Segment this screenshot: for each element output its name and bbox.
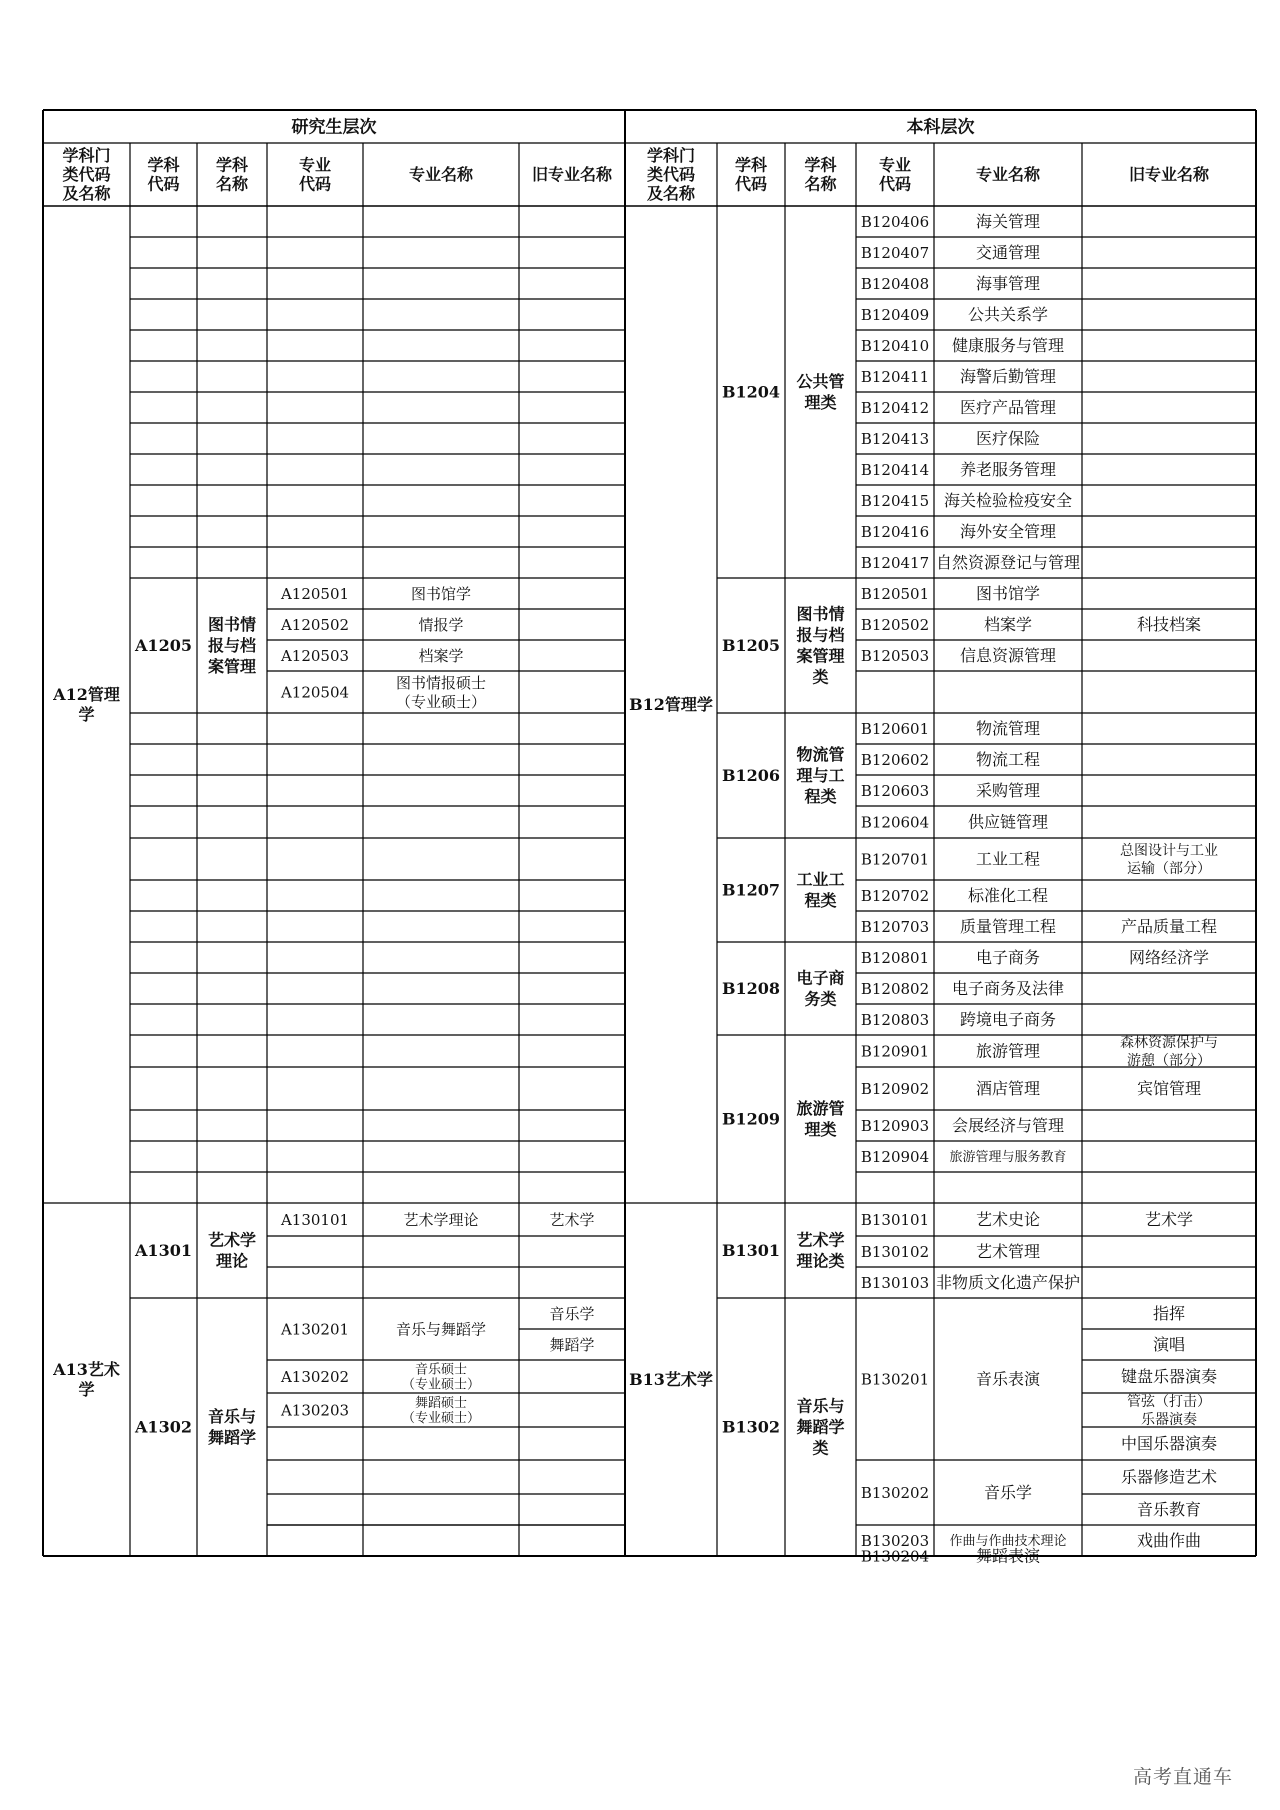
ug-old-name: 总图设计与工业运输（部分） — [1120, 842, 1218, 877]
ug-major-code: B120412 — [860, 398, 930, 417]
ug-major-code: B120701 — [860, 850, 930, 869]
ug-major-name: 艺术史论 — [975, 1210, 1041, 1230]
ug-major-name: 物流管理 — [975, 719, 1041, 739]
ug-old-name: 演唱 — [1152, 1335, 1186, 1355]
grad-discipline-code: A1302 — [135, 1417, 192, 1437]
ug-major-code: B120411 — [860, 367, 930, 386]
grad-old-name: 音乐学 — [549, 1304, 595, 1323]
ug-old-name: 乐器修造艺术 — [1120, 1467, 1218, 1487]
ug-major-name: 自然资源登记与管理 — [935, 553, 1081, 573]
ug-major-code: B120902 — [860, 1079, 930, 1098]
ug-major-name: 非物质文化遗产保护 — [935, 1273, 1081, 1293]
ug-major-name: 医疗产品管理 — [959, 398, 1057, 418]
ug-old-name: 科技档案 — [1136, 615, 1202, 635]
grad-major-name: 图书馆学 — [410, 584, 472, 603]
ug-old-name: 产品质量工程 — [1120, 917, 1218, 937]
ug-major-code: B130102 — [860, 1242, 930, 1261]
ug-major-code: B130204 — [860, 1547, 930, 1566]
ug-discipline-name: 电子商务类 — [796, 968, 845, 1009]
ug-old-name: 森林资源保护与游憩（部分） — [1120, 1034, 1218, 1069]
grad-column-header: 专业代码 — [298, 155, 332, 194]
grad-discipline-name: 音乐与舞蹈学 — [207, 1407, 257, 1448]
ug-major-code: B120903 — [860, 1116, 930, 1135]
ug-major-name: 跨境电子商务 — [959, 1010, 1057, 1030]
ug-major-name: 酒店管理 — [975, 1079, 1041, 1099]
ug-major-code: B120413 — [860, 429, 930, 448]
ug-discipline-code: B1204 — [721, 382, 781, 402]
ug-discipline-name: 音乐与舞蹈学类 — [796, 1396, 845, 1458]
ug-discipline-code: B1206 — [721, 766, 781, 786]
ug-major-code: B130203 — [860, 1531, 930, 1550]
ug-major-name: 海外安全管理 — [959, 522, 1057, 542]
ug-major-name: 公共关系学 — [967, 305, 1049, 325]
undergraduate-level-header: 本科层次 — [906, 117, 975, 138]
ug-major-name: 音乐学 — [983, 1483, 1033, 1503]
grad-major-name: 情报学 — [418, 615, 464, 634]
ug-major-code: B120702 — [860, 886, 930, 905]
ug-major-code: B120801 — [860, 948, 930, 967]
grad-major-code: A120503 — [280, 646, 350, 665]
ug-discipline-name: 旅游管理类 — [796, 1099, 845, 1140]
ug-major-code: B120409 — [860, 305, 930, 324]
ug-discipline-name: 物流管理与工程类 — [796, 745, 845, 807]
ug-column-header: 学科名称 — [804, 155, 837, 194]
ug-major-code: B120415 — [860, 491, 930, 510]
ug-major-code: B130202 — [860, 1483, 930, 1502]
ug-major-code: B120408 — [860, 274, 930, 293]
ug-discipline-code: B1302 — [721, 1417, 781, 1437]
ug-old-name: 网络经济学 — [1128, 948, 1210, 968]
ug-major-name: 作曲与作曲技术理论 — [949, 1534, 1067, 1550]
ug-major-name: 物流工程 — [975, 750, 1041, 770]
grad-column-header: 学科门类代码及名称 — [62, 146, 111, 204]
ug-major-code: B120416 — [860, 522, 930, 541]
ug-major-code: B120802 — [860, 979, 930, 998]
grad-major-code: A120504 — [280, 683, 350, 702]
ug-major-code: B120703 — [860, 917, 930, 936]
grad-column-header: 旧专业名称 — [531, 165, 613, 185]
ug-category-cell: B13艺术学 — [629, 1370, 713, 1390]
grad-column-header: 专业名称 — [408, 165, 474, 185]
grad-discipline-name: 艺术学理论 — [207, 1230, 257, 1271]
ug-column-header: 旧专业名称 — [1128, 165, 1210, 185]
ug-major-name: 音乐表演 — [975, 1369, 1041, 1389]
grad-discipline-code: A1301 — [135, 1241, 192, 1261]
ug-old-name: 管弦（打击）乐器演奏 — [1127, 1393, 1211, 1428]
ug-old-name: 键盘乐器演奏 — [1120, 1367, 1218, 1387]
ug-major-name: 图书馆学 — [975, 584, 1041, 604]
ug-major-code: B120904 — [860, 1147, 930, 1166]
ug-major-name: 健康服务与管理 — [951, 336, 1065, 356]
ug-column-header: 学科代码 — [734, 155, 768, 194]
ug-major-code: B130103 — [860, 1273, 930, 1292]
grad-major-code: A120502 — [280, 615, 350, 634]
ug-major-code: B120503 — [860, 646, 930, 665]
ug-column-header: 专业名称 — [975, 165, 1041, 185]
grad-discipline-code: A1205 — [135, 636, 192, 656]
grad-old-name: 艺术学 — [549, 1210, 595, 1229]
grad-category-cell: A13艺术学 — [53, 1360, 120, 1400]
ug-major-code: B120501 — [860, 584, 930, 603]
ug-old-name: 艺术学 — [1144, 1210, 1194, 1230]
ug-major-name: 工业工程 — [975, 849, 1041, 869]
ug-major-code: B120601 — [860, 719, 930, 738]
grad-major-name: 档案学 — [418, 646, 464, 665]
grad-major-name: 图书情报硕士（专业硕士） — [395, 673, 487, 711]
grad-major-code: A130202 — [280, 1367, 350, 1386]
ug-old-name: 戏曲作曲 — [1136, 1531, 1202, 1551]
ug-major-name: 会展经济与管理 — [951, 1116, 1065, 1136]
ug-major-name: 供应链管理 — [967, 812, 1049, 832]
ug-column-header: 学科门类代码及名称 — [646, 146, 696, 204]
ug-category-cell: B12管理学 — [629, 695, 713, 715]
grad-major-code: A130201 — [280, 1320, 350, 1339]
ug-major-code: B120803 — [860, 1010, 930, 1029]
ug-major-name: 电子商务 — [975, 948, 1041, 968]
ug-major-name: 交通管理 — [975, 243, 1041, 263]
ug-major-code: B120901 — [860, 1042, 930, 1061]
ug-discipline-code: B1301 — [721, 1241, 781, 1261]
ug-major-code: B130101 — [860, 1210, 930, 1229]
ug-major-name: 采购管理 — [975, 781, 1041, 801]
ug-major-code: B120603 — [860, 781, 930, 800]
ug-major-name: 海关检验检疫安全 — [943, 491, 1073, 511]
grad-major-name: 音乐与舞蹈学 — [395, 1320, 487, 1339]
ug-major-name: 海关管理 — [975, 212, 1041, 232]
ug-major-name: 海事管理 — [975, 274, 1041, 294]
ug-discipline-name: 公共管理类 — [796, 372, 845, 413]
ug-major-name: 养老服务管理 — [959, 460, 1057, 480]
ug-major-name: 电子商务及法律 — [951, 979, 1065, 999]
grad-discipline-name: 图书情报与档案管理 — [207, 615, 257, 677]
ug-major-name: 旅游管理 — [975, 1041, 1041, 1061]
ug-major-code: B120417 — [860, 553, 930, 572]
grad-major-name: 舞蹈硕士（专业硕士） — [401, 1396, 481, 1427]
grad-category-cell: A12管理学 — [53, 685, 120, 725]
ug-old-name: 指挥 — [1152, 1304, 1186, 1324]
watermark: 高考直通车 — [1133, 1766, 1234, 1788]
ug-discipline-code: B1208 — [721, 979, 781, 999]
ug-major-name: 医疗保险 — [975, 429, 1041, 449]
ug-major-name: 艺术管理 — [975, 1242, 1041, 1262]
ug-major-name: 海警后勤管理 — [959, 367, 1057, 387]
ug-discipline-code: B1207 — [721, 880, 781, 900]
graduate-level-header: 研究生层次 — [291, 117, 377, 138]
ug-major-code: B120407 — [860, 243, 930, 262]
ug-major-code: B120602 — [860, 750, 930, 769]
ug-discipline-name: 工业工程类 — [796, 870, 845, 911]
ug-discipline-code: B1205 — [721, 636, 781, 656]
ug-old-name: 中国乐器演奏 — [1120, 1434, 1218, 1454]
ug-discipline-name: 图书情报与档案管理类 — [796, 604, 845, 687]
ug-major-code: B120604 — [860, 813, 930, 832]
ug-major-name: 标准化工程 — [967, 886, 1049, 906]
grad-column-header: 学科代码 — [147, 155, 180, 194]
ug-column-header: 专业代码 — [878, 155, 912, 194]
ug-major-name: 质量管理工程 — [959, 917, 1057, 937]
grad-major-name: 音乐硕士（专业硕士） — [401, 1362, 481, 1393]
ug-major-code: B120502 — [860, 615, 930, 634]
ug-major-name: 旅游管理与服务教育 — [949, 1150, 1067, 1166]
grad-major-code: A130203 — [280, 1401, 350, 1420]
grad-old-name: 舞蹈学 — [549, 1335, 595, 1354]
ug-major-code: B120406 — [860, 212, 930, 231]
ug-major-name: 档案学 — [983, 615, 1033, 635]
ug-major-code: B130201 — [860, 1370, 930, 1389]
ug-major-name: 舞蹈表演 — [975, 1546, 1041, 1566]
ug-old-name: 音乐教育 — [1136, 1500, 1202, 1520]
ug-major-name: 信息资源管理 — [959, 646, 1057, 666]
grad-column-header: 学科名称 — [215, 155, 249, 194]
ug-major-code: B120410 — [860, 336, 930, 355]
grad-major-code: A130101 — [280, 1210, 350, 1229]
ug-discipline-code: B1209 — [721, 1109, 781, 1129]
ug-major-code: B120414 — [860, 460, 930, 479]
ug-discipline-name: 艺术学理论类 — [796, 1230, 845, 1271]
ug-old-name: 宾馆管理 — [1136, 1079, 1202, 1099]
grad-major-name: 艺术学理论 — [403, 1210, 479, 1229]
grad-major-code: A120501 — [280, 584, 350, 603]
